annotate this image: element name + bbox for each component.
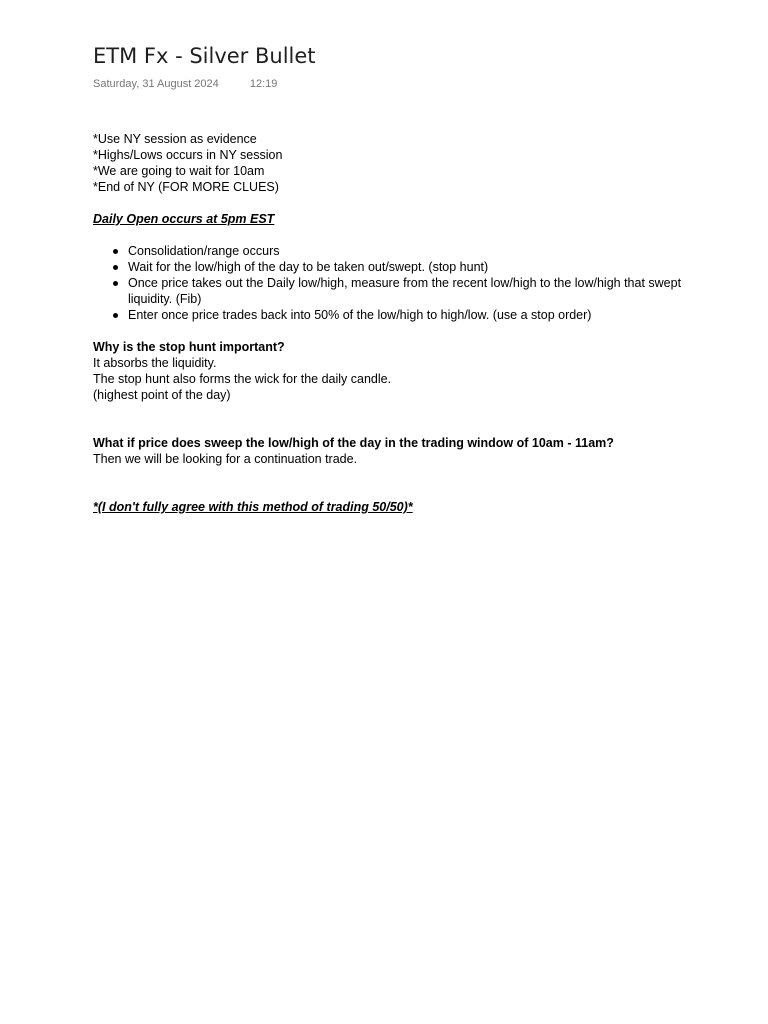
list-item: Wait for the low/high of the day to be taken out/swept. (stop hunt): [93, 259, 693, 275]
stop-hunt-line: The stop hunt also forms the wick for the daily candle.: [93, 372, 392, 386]
note-timestamp: [93, 78, 277, 90]
page-title: ETM Fx - Silver Bullet: [93, 44, 316, 68]
intro-line: *Use NY session as evidence: [93, 132, 257, 146]
rules-list: [93, 243, 693, 323]
intro-line: *Highs/Lows occurs in NY session: [93, 148, 283, 162]
stop-hunt-heading: Why is the stop hunt important?: [93, 340, 285, 354]
daily-open-heading: Daily Open occurs at 5pm EST: [93, 212, 275, 226]
bullet-icon: [113, 281, 118, 286]
list-item: Once price takes out the Daily low/high, measure from the recent low/high to the low/high that swept liquidity. (Fib): [93, 275, 693, 307]
bullet-icon: [113, 249, 118, 254]
note-date: Saturday, 31 August 2024: [93, 78, 219, 90]
list-item: Enter once price trades back into 50% of the low/high to high/low. (use a stop order): [93, 307, 693, 323]
sweep-question: What if price does sweep the low/high of the day in the trading window of 10am - 11am?: [93, 436, 614, 450]
stop-hunt-line: (highest point of the day): [93, 388, 231, 402]
note-time: 12:19: [249, 78, 278, 90]
note-body: [93, 131, 693, 515]
intro-line: *We are going to wait for 10am: [93, 164, 265, 178]
bullet-icon: [113, 313, 118, 318]
bullet-icon: [113, 265, 118, 270]
sweep-answer: Then we will be looking for a continuation trade.: [93, 452, 358, 466]
stop-hunt-line: It absorbs the liquidity.: [93, 356, 217, 370]
list-item: Consolidation/range occurs: [93, 243, 693, 259]
intro-line: *End of NY (FOR MORE CLUES): [93, 180, 279, 194]
disclaimer: *(I don't fully agree with this method of trading 50/50)*: [93, 500, 413, 514]
